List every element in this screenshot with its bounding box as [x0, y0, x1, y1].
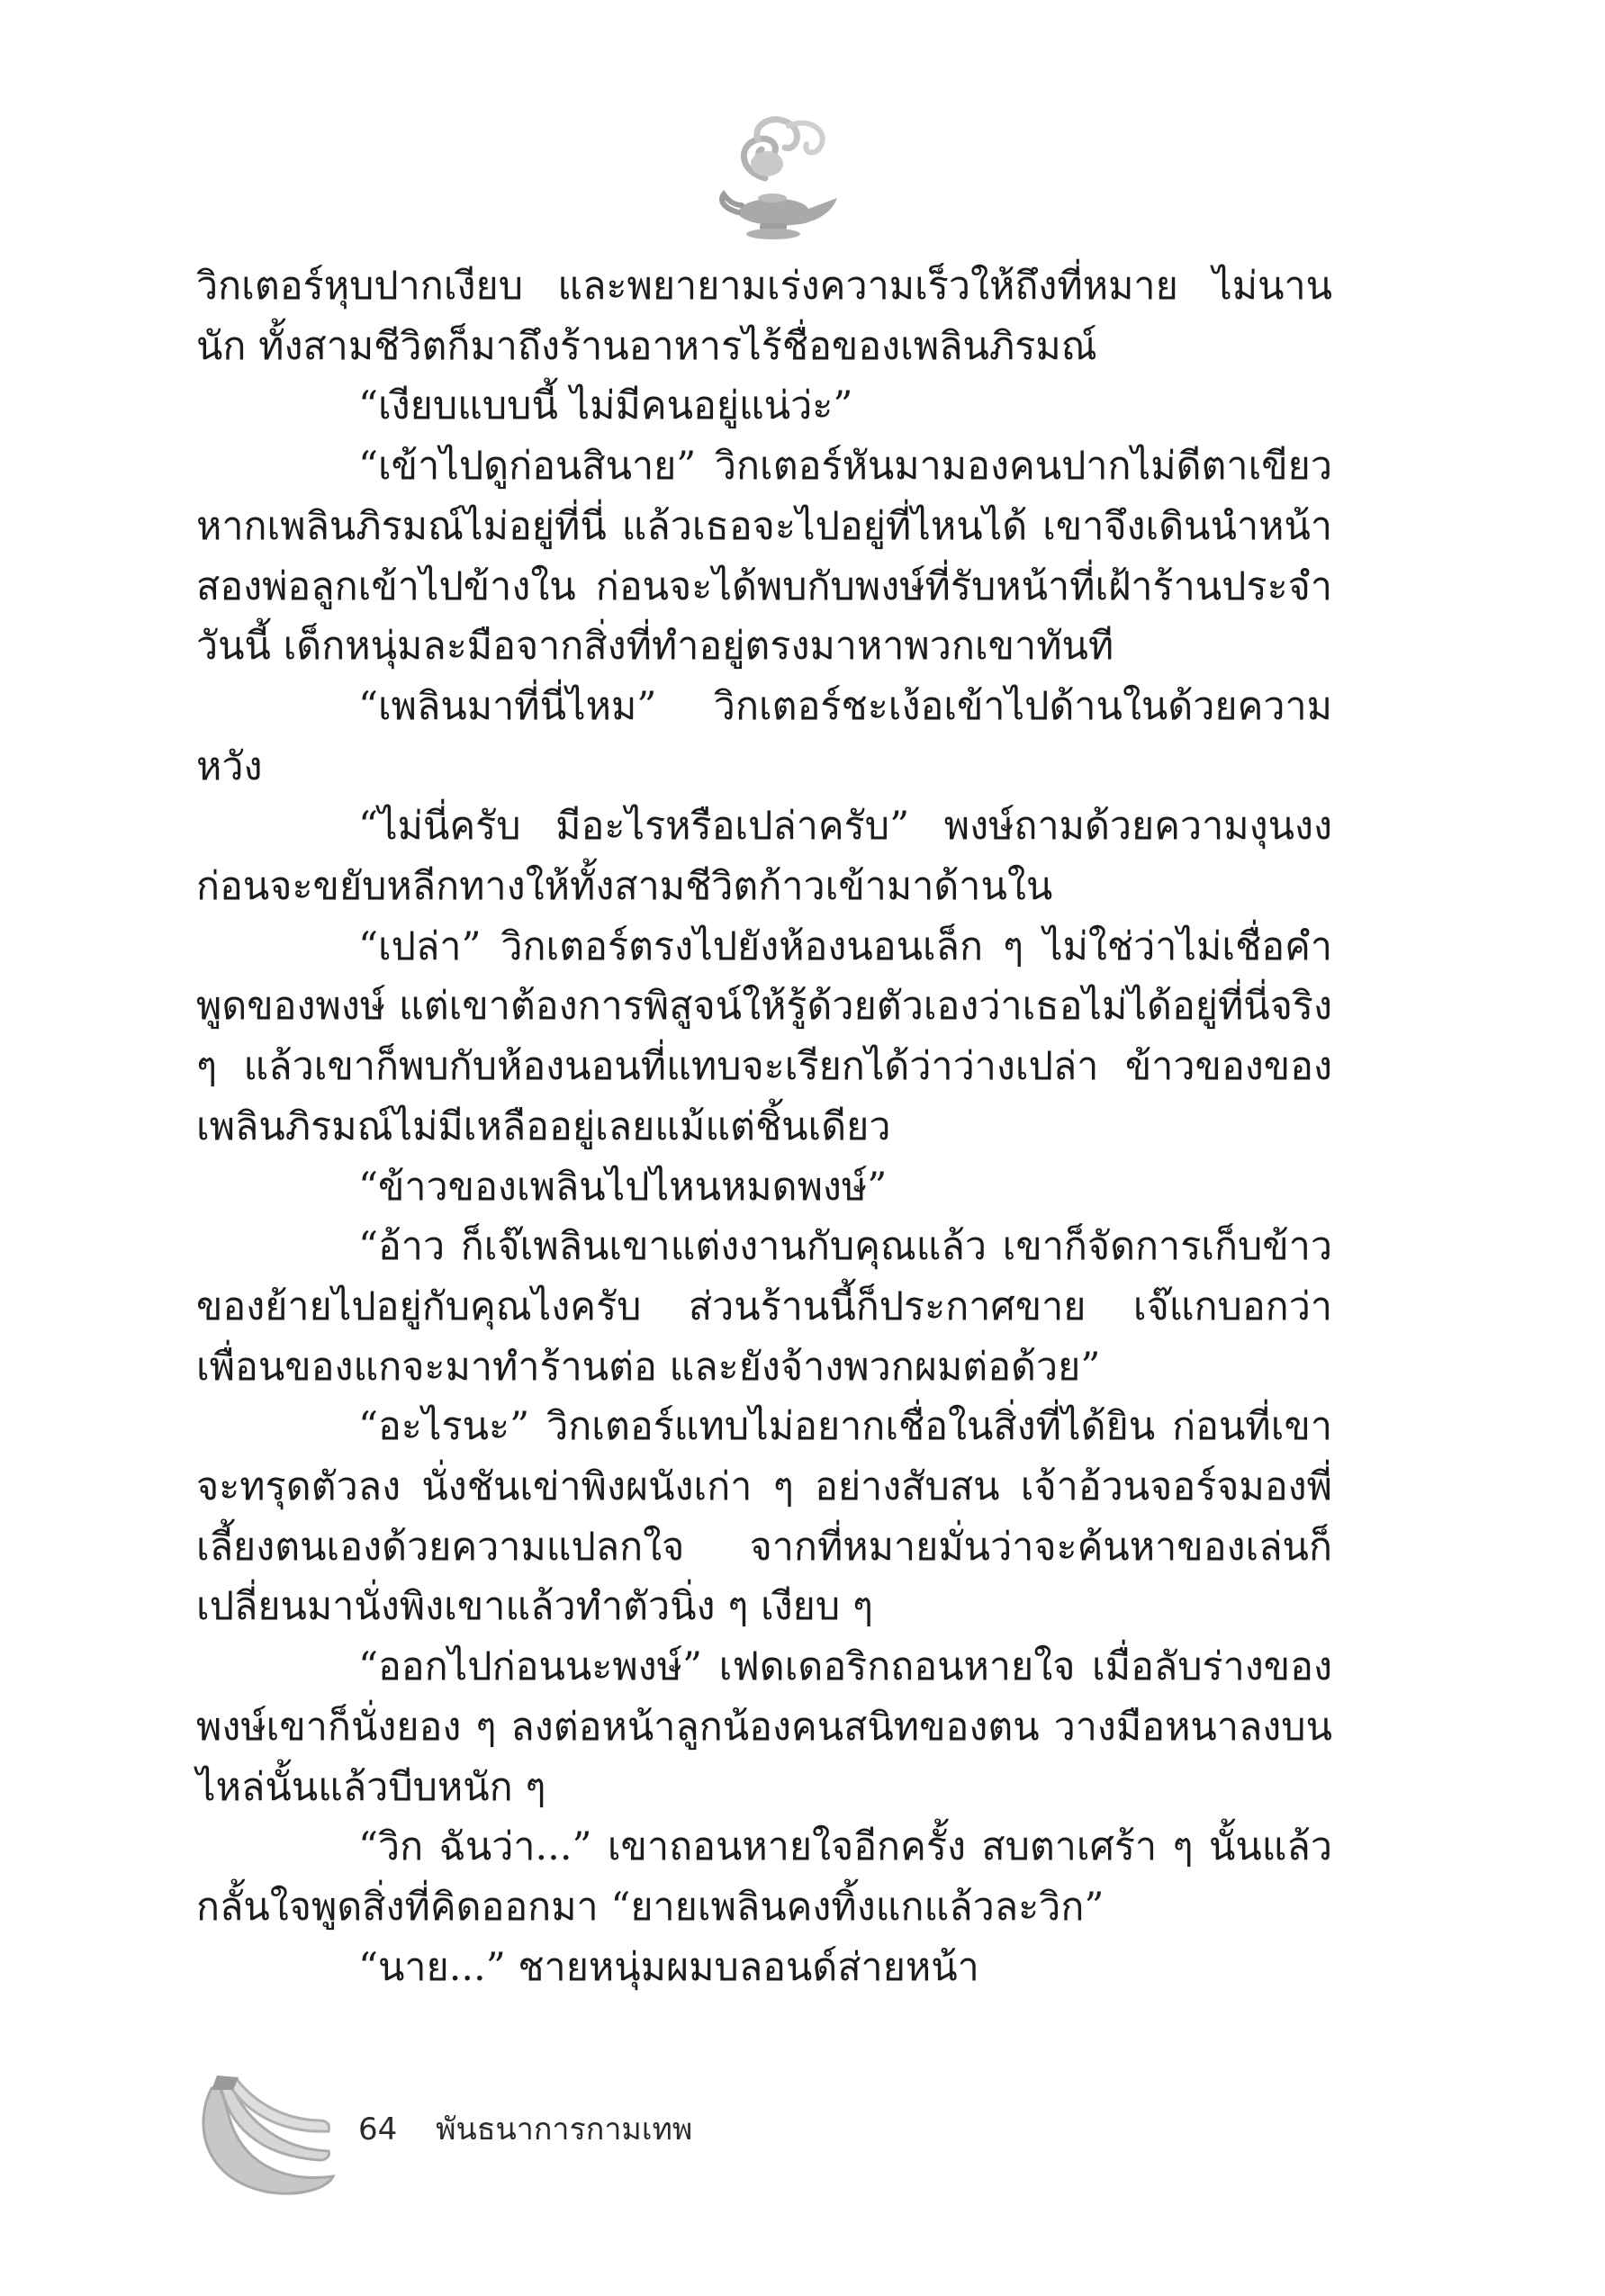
paragraph: “ข้าวของเพลินไปไหนหมดพงษ์” — [358, 1164, 888, 1210]
paragraph: “เพลินมาที่นี่ไหม” วิกเตอร์ชะเง้อเข้าไปด้านในด้วยความหวัง — [196, 683, 1332, 789]
paragraph: “เข้าไปดูก่อนสินาย” วิกเตอร์หันมามองคนปากไม่ดีตาเขียว หากเพลินภิรมณ์ไม่อยู่ที่นี่ แล้วเธอจะไปอยู่ที่ไหนได้ เขาจึงเดินนำหน้าสองพ่อลูกเข้าไปข้างใน ก่อนจะได้พบกับพงษ์ที่รับหน้าที่เฝ้าร้านประจำวันนี้ เด็กหนุ่มละมือจากสิ่งที่ทำอยู่ตรงมาหาพวกเขาทันที — [196, 444, 1332, 670]
paragraph: “ไม่นี่ครับ มีอะไรหรือเปล่าครับ” พงษ์ถามด้วยความงุนงง ก่อนจะขยับหลีกทางให้ทั้งสามชีวิตก้าวเข้ามาด้านใน — [196, 804, 1332, 910]
paragraph: “วิก ฉันว่า...” เขาถอนหายใจอีกครั้ง สบตาเศร้า ๆ นั้นแล้วกลั้นใจพูดสิ่งที่คิดออกมา “ยายเพลินคงทิ้งแกแล้วละวิก” — [196, 1824, 1332, 1930]
paragraph: “อะไรนะ” วิกเตอร์แทบไม่อยากเชื่อในสิ่งที่ได้ยิน ก่อนที่เขาจะทรุดตัวลง นั่งชันเข่าพิงผนังเก่า ๆ อย่างสับสน เจ้าอ้วนจอร์จมองพี่เลี้ยงตนเองด้วยความแปลกใจ จากที่หมายมั่นว่าจะค้นหาของเล่นก็เปลี่ยนมานั่งพิงเขาแล้วทำตัวนิ่ง ๆ เงียบ ๆ — [196, 1404, 1332, 1630]
banana-bunch-icon — [185, 2070, 338, 2201]
paragraph: “เปล่า” วิกเตอร์ตรงไปยังห้องนอนเล็ก ๆ ไม่ใช่ว่าไม่เชื่อคำพูดของพงษ์ แต่เขาต้องการพิสูจน์ให้รู้ด้วยตัวเองว่าเธอไม่ได้อยู่ที่นี่จริง ๆ แล้วเขาก็พบกับห้องนอนที่แทบจะเรียกได้ว่าว่างเปล่า ข้าวของของเพลินภิรมณ์ไม่มีเหลืออยู่เลยแม้แต่ชิ้นเดียว — [196, 923, 1332, 1149]
paragraph: “เงียบแบบนี้ ไม่มีคนอยู่แน่ว่ะ” — [358, 383, 853, 429]
book-title: พันธนาการกามเทพ — [436, 2111, 693, 2147]
body-text — [196, 257, 1332, 1997]
page-footer — [358, 2104, 692, 2153]
paragraph: “นาย...” ชายหนุ่มผมบลอนด์ส่ายหน้า — [358, 1944, 979, 1990]
page-number: 64 — [358, 2111, 398, 2147]
paragraph: วิกเตอร์หุบปากเงียบ และพยายามเร่งความเร็วให้ถึงที่หมาย ไม่นานนัก ทั้งสามชีวิตก็มาถึงร้านอาหารไร้ชื่อของเพลินภิรมณ์ — [196, 264, 1332, 369]
genie-lamp-icon — [702, 108, 846, 243]
paragraph: “อ้าว ก็เจ๊เพลินเขาแต่งงานกับคุณแล้ว เขาก็จัดการเก็บข้าวของย้ายไปอยู่กับคุณไงครับ ส่วนร้านนี้ก็ประกาศขาย เจ๊แกบอกว่าเพื่อนของแกจะมาทำร้านต่อ และยังจ้างพวกผมต่อด้วย” — [196, 1224, 1332, 1390]
paragraph: “ออกไปก่อนนะพงษ์” เฟดเดอริกถอนหายใจ เมื่อลับร่างของพงษ์เขาก็นั่งยอง ๆ ลงต่อหน้าลูกน้องคนสนิทของตน วางมือหนาลงบนไหล่นั้นแล้วบีบหนัก ๆ — [196, 1644, 1332, 1810]
